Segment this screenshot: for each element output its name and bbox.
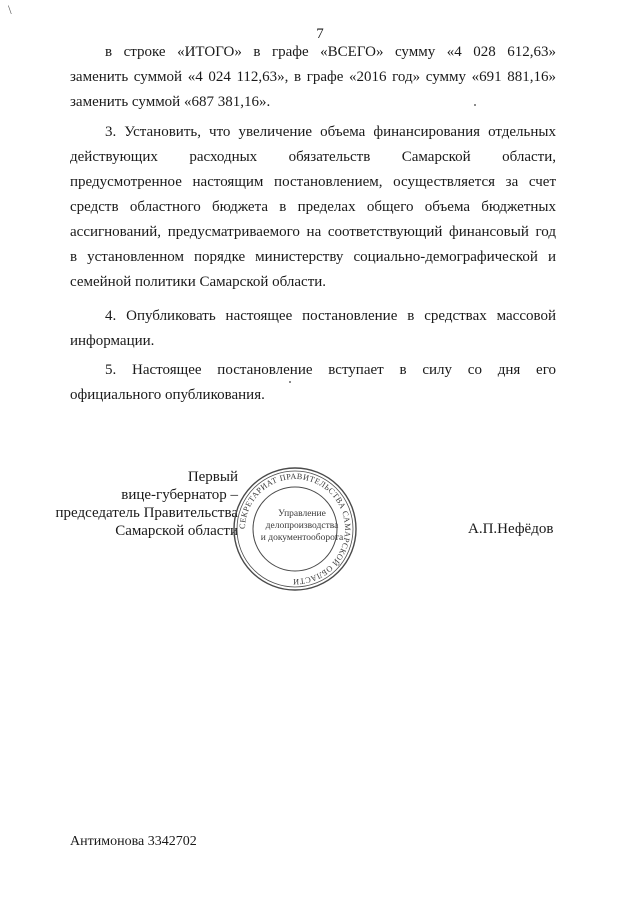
text-line: 3. Установить, что увеличение объема финансирования отдельных xyxy=(105,124,556,140)
paragraph-4 xyxy=(70,304,556,354)
text-line: семейной политики Самарской области. xyxy=(70,274,327,290)
text-line: 5. Настоящее постановление вступает в силу со дня его xyxy=(105,362,556,378)
text-line: средств областного бюджета в пределах общего объема бюджетных xyxy=(70,199,556,215)
paragraph-continuation xyxy=(70,40,556,115)
signatory-title-line: вице-губернатор – xyxy=(121,487,238,503)
text-line: ассигнований, предусматриваемого на соответствующий финансовый год xyxy=(70,224,556,240)
text-line: заменить суммой «687 381,16». xyxy=(70,94,271,110)
text-line: действующих расходных обязательств Самарской области, xyxy=(70,149,556,165)
text-line: заменить суммой «4 024 112,63», в графе «2016 год» сумму «691 881,16» xyxy=(70,69,556,85)
stamp-center-line: делопроизводства xyxy=(265,521,339,531)
page-number: 7 xyxy=(316,26,324,42)
paragraph-5 xyxy=(70,358,556,408)
footer-author: Антимонова 3342702 xyxy=(70,834,197,849)
signer-name: А.П.Нефёдов xyxy=(468,521,554,537)
text-line: предусмотренное настоящим постановлением, осуществляется за счет xyxy=(70,174,556,190)
signatory-title xyxy=(50,468,238,540)
stamp-center-text xyxy=(252,508,352,544)
stamp-center-line: и документооборота xyxy=(260,533,344,543)
signatory-title-line: председатель Правительства xyxy=(55,505,238,521)
signatory-title-line: Самарской области xyxy=(115,523,238,539)
text-line: в строке «ИТОГО» в графе «ВСЕГО» сумму «4 028 612,63» xyxy=(105,44,556,60)
text-line: в установленном порядке министерству социально-демографической и xyxy=(70,249,556,265)
signatory-title-line: Первый xyxy=(187,469,238,485)
stamp-ring-text: СЕКРЕТАРИАТ ПРАВИТЕЛЬСТВА САМАРСКОЙ ОБЛАСТИ xyxy=(237,471,353,587)
text-line: 4. Опубликовать настоящее постановление в средствах массовой xyxy=(105,308,556,324)
text-line: информации. xyxy=(70,333,155,349)
corner-mark: \ xyxy=(8,2,12,17)
scan-speck xyxy=(474,104,476,106)
scan-speck xyxy=(289,381,291,383)
stamp-center-line: Управление xyxy=(278,509,326,519)
text-line: официального опубликования. xyxy=(70,387,265,403)
paragraph-3 xyxy=(70,120,556,295)
